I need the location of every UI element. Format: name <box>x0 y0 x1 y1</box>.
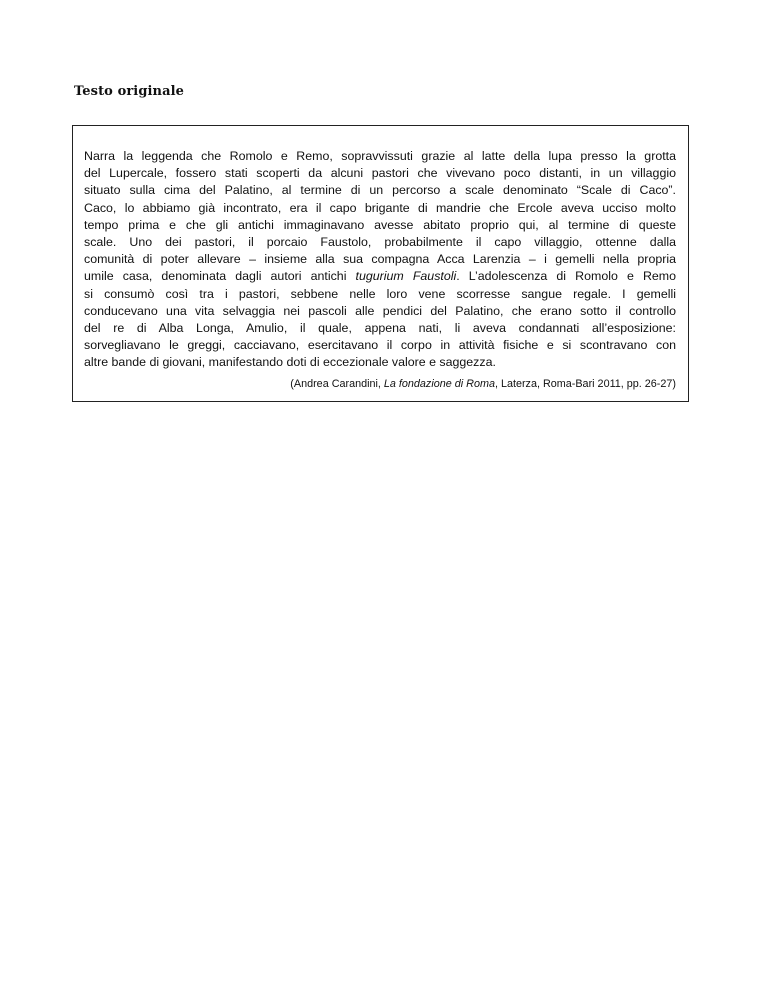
passage-line: Narra la leggenda che Romolo e Remo, sopravvissuti grazie al latte della lupa presso la grotta <box>84 149 676 163</box>
passage-text: . L’adolescenza di Romolo e Remo <box>456 269 676 284</box>
passage-line <box>84 268 676 285</box>
passage-line: tempo prima e che gli antichi immaginavano avesse abitato proprio qui, al termine di queste <box>84 217 676 232</box>
passage-text: umile casa, denominata dagli autori antichi <box>84 269 356 284</box>
passage-line: del re di Alba Longa, Amulio, il quale, appena nati, li aveva condannati all’esposizione: <box>84 321 676 336</box>
citation <box>290 378 676 390</box>
passage-line: conducevano una vita selvaggia nei pascoli alle pendici del Palatino, che erano sotto il controllo <box>84 303 676 318</box>
latin-term: tugurium Faustoli <box>355 269 457 284</box>
passage-line: Caco, lo abbiamo già incontrato, era il capo brigante di mandrie che Ercole aveva ucciso molto <box>84 200 676 215</box>
citation-book-title: La fondazione di Roma <box>383 378 495 390</box>
passage-line: altre bande di giovani, manifestando doti di eccezionale valore e saggezza. <box>84 355 496 370</box>
passage-line: scale. Uno dei pastori, il porcaio Faustolo, probabilmente il capo villaggio, ottenne dalla <box>84 235 676 250</box>
passage-line: comunità di poter allevare – insieme alla sua compagna Acca Larenzia – i gemelli nella propria <box>84 252 676 267</box>
citation-publisher: , Laterza, Roma-Bari 2011, pp. 26-27) <box>494 378 676 390</box>
passage-line: del Lupercale, fossero stati scoperti da alcuni pastori che vivevano poco distanti, in un villaggio <box>84 166 676 181</box>
citation-author: (Andrea Carandini, <box>290 378 384 390</box>
passage-line: sorvegliavano le greggi, cacciavano, esercitavano il corpo in attività fisiche e si scontravano con <box>84 338 676 353</box>
passage-body <box>84 148 676 372</box>
quoted-text-box <box>72 125 689 402</box>
passage-line: si consumò così tra i pastori, sebbene nelle loro vene scorresse sangue regale. I gemelli <box>84 286 676 301</box>
passage-line: situato sulla cima del Palatino, al termine di un percorso a scale denominato “Scale di Caco”. <box>84 183 676 198</box>
page-heading: Testo originale <box>74 84 185 99</box>
